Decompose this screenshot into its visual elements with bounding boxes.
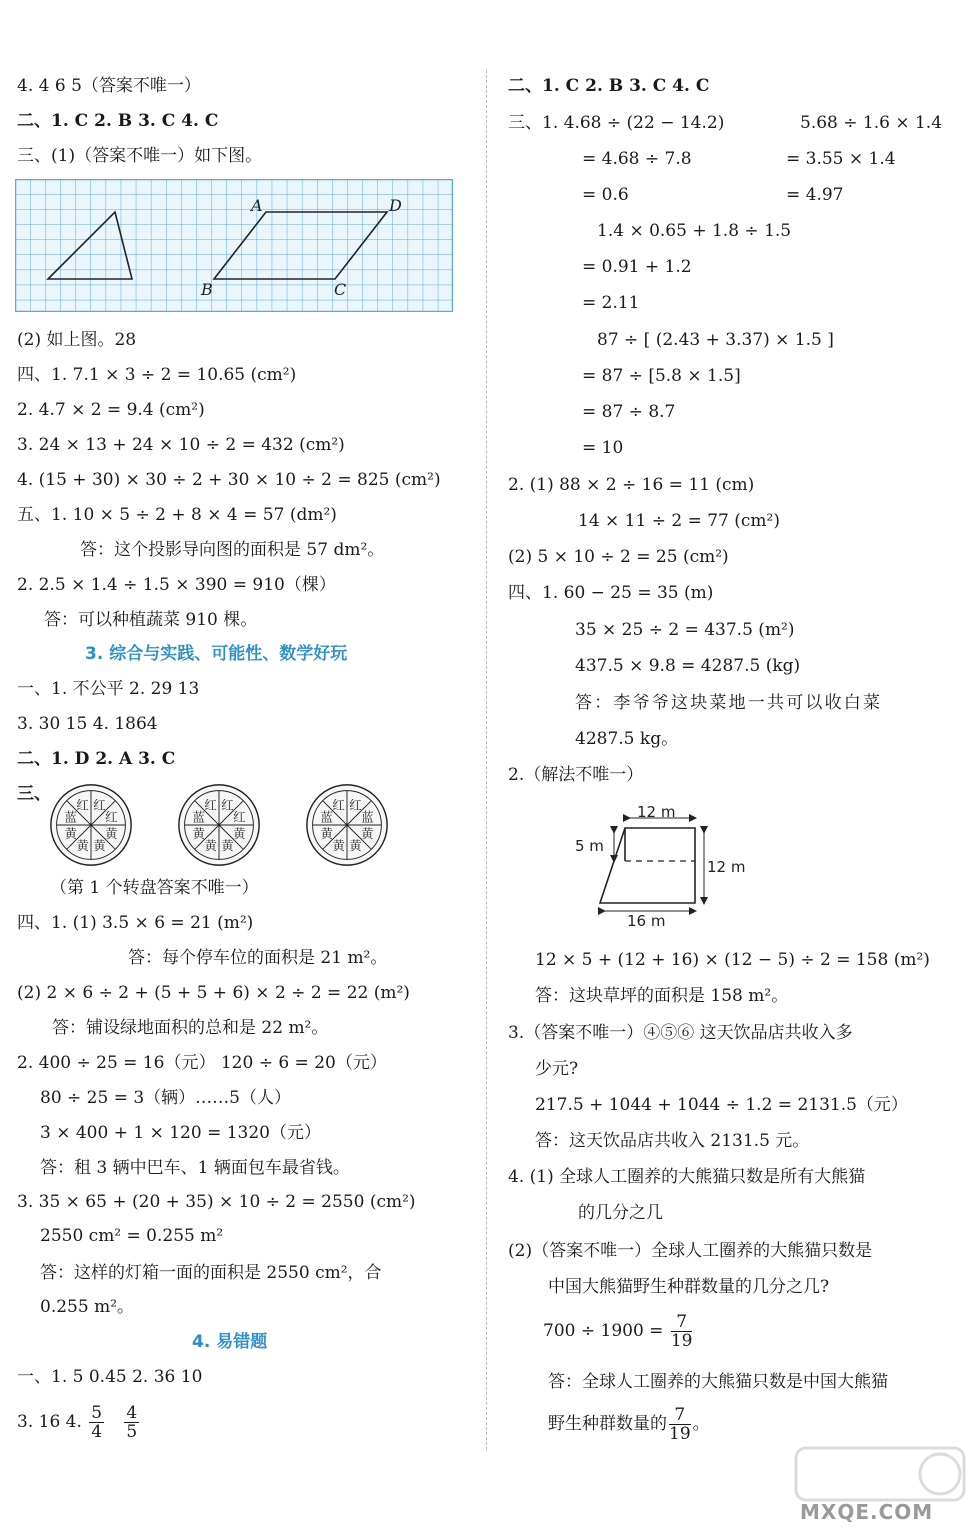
answer-line: 四、1. 60 − 25 = 35 (m) — [508, 583, 714, 603]
answer-prefix: 700 ÷ 1900 = — [543, 1321, 664, 1341]
answer-line: 4287.5 kg。 — [575, 729, 679, 749]
answer-line: 3.（答案不唯一）④⑤⑥ 这天饮品店共收入多 — [508, 1023, 853, 1043]
answer-line: = 87 ÷ [5.8 × 1.5] — [582, 366, 741, 386]
answer-line: 三、 — [17, 784, 51, 804]
spinner-sector-label: 红 — [204, 797, 217, 813]
vertex-label-b: B — [201, 280, 213, 299]
answer-line: 0.255 m²。 — [40, 1297, 135, 1317]
answer-line: 二、1. C 2. B 3. C 4. C — [508, 76, 710, 96]
answer-line: 1.4 × 0.65 + 1.8 ÷ 1.5 — [597, 221, 792, 241]
answer-line: 三、1. 4.68 ÷ (22 − 14.2) — [508, 113, 725, 133]
answer-line: = 10 — [582, 438, 624, 458]
fraction-numerator: 7 — [671, 1313, 693, 1332]
answer-line: 中国大熊猫野生种群数量的几分之几? — [548, 1277, 830, 1297]
spinner-sector-label: 黄 — [221, 838, 234, 854]
answer-line: 87 ÷ [ (2.43 + 3.37) × 1.5 ] — [597, 330, 834, 350]
answer-line: 14 × 11 ÷ 2 = 77 (cm²) — [578, 511, 780, 531]
answer-line: 3. 24 × 13 + 24 × 10 ÷ 2 = 432 (cm²) — [17, 435, 345, 455]
spinner-sector-label: 红 — [332, 797, 345, 813]
answer-line: 少元? — [535, 1059, 579, 1079]
spinner-sector-label: 黄 — [233, 826, 246, 842]
fraction-numerator: 5 — [91, 1403, 103, 1423]
answer-line: 217.5 + 1044 + 1044 ÷ 1.2 = 2131.5（元） — [535, 1095, 908, 1115]
answer-line — [543, 1312, 694, 1350]
answer-line: 3. 35 × 65 + (20 + 35) × 10 ÷ 2 = 2550 (cm²) — [17, 1192, 416, 1212]
answer-line: 2.（解法不唯一） — [508, 765, 644, 785]
dimension-label-right: 12 m — [707, 858, 746, 876]
answer-line: 437.5 × 9.8 = 4287.5 (kg) — [575, 656, 801, 676]
answer-line: 二、1. C 2. B 3. C 4. C — [17, 111, 219, 131]
answer-line: 35 × 25 ÷ 2 = 437.5 (m²) — [575, 620, 795, 640]
answer-line: 答：李爷爷这块菜地一共可以收白菜 — [575, 693, 883, 713]
fraction-numerator: 7 — [669, 1406, 691, 1425]
spinner-sector-label: 黄 — [192, 826, 205, 842]
answer-line: 2550 cm² = 0.255 m² — [40, 1226, 224, 1246]
dimension-label-top: 12 m — [637, 803, 676, 821]
answer-line: 答：全球人工圈养的大熊猫只数是中国大熊猫 — [548, 1372, 888, 1392]
answer-line: 答：这样的灯箱一面的面积是 2550 cm²，合 — [40, 1263, 382, 1283]
answer-line: = 4.97 — [786, 185, 844, 205]
answer-line: 二、1. D 2. A 3. C — [17, 749, 176, 769]
answer-line: 4. (15 + 30) × 30 ÷ 2 + 30 × 10 ÷ 2 = 825 (cm²) — [17, 470, 441, 490]
spinner-sector-label: 黄 — [320, 826, 333, 842]
answer-line: 一、1. 5 0.45 2. 36 10 — [17, 1367, 203, 1387]
vertex-label-a: A — [251, 196, 263, 215]
spinner-sector-label: 红 — [76, 797, 89, 813]
spinner-sector-label: 黄 — [76, 838, 89, 854]
fraction-denominator: 19 — [670, 1331, 693, 1351]
vertex-label-c: C — [334, 280, 347, 299]
spinner-sector-label: 红 — [221, 797, 234, 813]
fraction — [669, 1406, 691, 1443]
spinner-sector-label: 蓝 — [64, 809, 77, 825]
answer-line: = 0.6 — [582, 185, 629, 205]
answer-line: 12 × 5 + (12 + 16) × (12 − 5) ÷ 2 = 158 (m²) — [535, 950, 930, 970]
answer-line: = 3.55 × 1.4 — [786, 149, 896, 169]
spinner-sector-label: 黄 — [332, 838, 345, 854]
answer-line: 4. 4 6 5（答案不唯一） — [17, 76, 201, 96]
dimension-label-left: 5 m — [575, 837, 604, 855]
answer-line: 答：这块草坪的面积是 158 m²。 — [535, 986, 789, 1006]
spinner-sector-label: 红 — [105, 809, 118, 825]
spinner-sector-label: 黄 — [93, 838, 106, 854]
answer-line: 五、1. 10 × 5 ÷ 2 + 8 × 4 = 57 (dm²) — [17, 505, 337, 525]
spinner-sector-label: 蓝 — [320, 809, 333, 825]
spinner-sector-label: 蓝 — [361, 809, 374, 825]
answer-line: （第 1 个转盘答案不唯一） — [50, 878, 259, 898]
answer-line: 2. (1) 88 × 2 ÷ 16 = 11 (cm) — [508, 475, 755, 495]
answer-prefix: 野生种群数量的 — [548, 1414, 667, 1434]
spinner-sector-label: 黄 — [64, 826, 77, 842]
answer-line: 3. 30 15 4. 1864 — [17, 714, 158, 734]
answer-line: 2. 2.5 × 1.4 ÷ 1.5 × 390 = 910（棵） — [17, 575, 336, 595]
spinner-sector-label: 红 — [349, 797, 362, 813]
answer-line: 答：这个投影导向图的面积是 57 dm²。 — [80, 540, 385, 560]
answer-line: 答：铺设绿地面积的总和是 22 m²。 — [52, 1018, 329, 1038]
answer-line: 的几分之几 — [578, 1203, 663, 1223]
answer-line: (2)（答案不唯一）全球人工圈养的大熊猫只数是 — [508, 1241, 873, 1261]
answer-line: = 87 ÷ 8.7 — [582, 402, 676, 422]
vertex-label-d: D — [389, 196, 402, 215]
fraction-denominator: 19 — [669, 1424, 691, 1444]
spinner-sector-label: 红 — [93, 797, 106, 813]
fraction — [671, 1313, 693, 1350]
answer-line: = 4.68 ÷ 7.8 — [582, 149, 692, 169]
answer-line — [548, 1404, 710, 1444]
answer-line: 三、(1)（答案不唯一）如下图。 — [17, 146, 263, 166]
fraction-numerator: 4 — [126, 1403, 138, 1423]
lawn-figure — [565, 798, 765, 928]
spinner-sector-label: 蓝 — [192, 809, 205, 825]
answer-line: = 0.91 + 1.2 — [582, 257, 692, 277]
dimension-label-bottom: 16 m — [627, 912, 666, 928]
spinner-sector-label: 黄 — [105, 826, 118, 842]
watermark-text: MXQE.COM — [800, 1500, 934, 1524]
answer-line: 2. 400 ÷ 25 = 16（元） 120 ÷ 6 = 20（元） — [17, 1053, 387, 1073]
spinner-sector-label: 黄 — [204, 838, 217, 854]
answer-prefix: 3. 16 4. — [17, 1412, 82, 1432]
spinner-sector-label: 红 — [233, 809, 246, 825]
fraction-denominator: 4 — [91, 1422, 103, 1442]
answer-line: 答：这天饮品店共收入 2131.5 元。 — [535, 1131, 810, 1151]
spinner-sector-label: 黄 — [349, 838, 362, 854]
answer-line: 2. 4.7 × 2 = 9.4 (cm²) — [17, 400, 205, 420]
answer-line: 3 × 400 + 1 × 120 = 1320（元） — [40, 1123, 321, 1143]
fraction-denominator: 5 — [126, 1422, 138, 1442]
answer-line: (2) 5 × 10 ÷ 2 = 25 (cm²) — [508, 547, 729, 567]
section-title: 3. 综合与实践、可能性、数学好玩 — [85, 644, 348, 664]
answer-line: 四、1. (1) 3.5 × 6 = 21 (m²) — [17, 913, 254, 933]
spinner-sector-label: 黄 — [361, 826, 374, 842]
answer-line: 4. (1) 全球人工圈养的大熊猫只数是所有大熊猫 — [508, 1167, 866, 1187]
answer-line: 一、1. 不公平 2. 29 13 — [17, 679, 200, 699]
answer-line: 80 ÷ 25 = 3（辆）……5（人） — [40, 1088, 291, 1108]
answer-line: 答：租 3 辆中巴车、1 辆面包车最省钱。 — [40, 1158, 350, 1178]
answer-line: 答：可以种植蔬菜 910 棵。 — [44, 610, 258, 630]
answer-line: = 2.11 — [582, 293, 640, 313]
answer-line: 5.68 ÷ 1.6 × 1.4 — [800, 113, 943, 133]
answer-line: 答：每个停车位的面积是 21 m²。 — [128, 948, 388, 968]
answer-line: (2) 如上图。28 — [17, 330, 137, 350]
answer-line: (2) 2 × 6 ÷ 2 + (5 + 5 + 6) × 2 ÷ 2 = 22 (m²) — [17, 983, 410, 1003]
answer-suffix: 。 — [692, 1414, 710, 1434]
answer-line: 四、1. 7.1 × 3 ÷ 2 = 10.65 (cm²) — [17, 365, 297, 385]
section-title: 4. 易错题 — [192, 1332, 268, 1352]
